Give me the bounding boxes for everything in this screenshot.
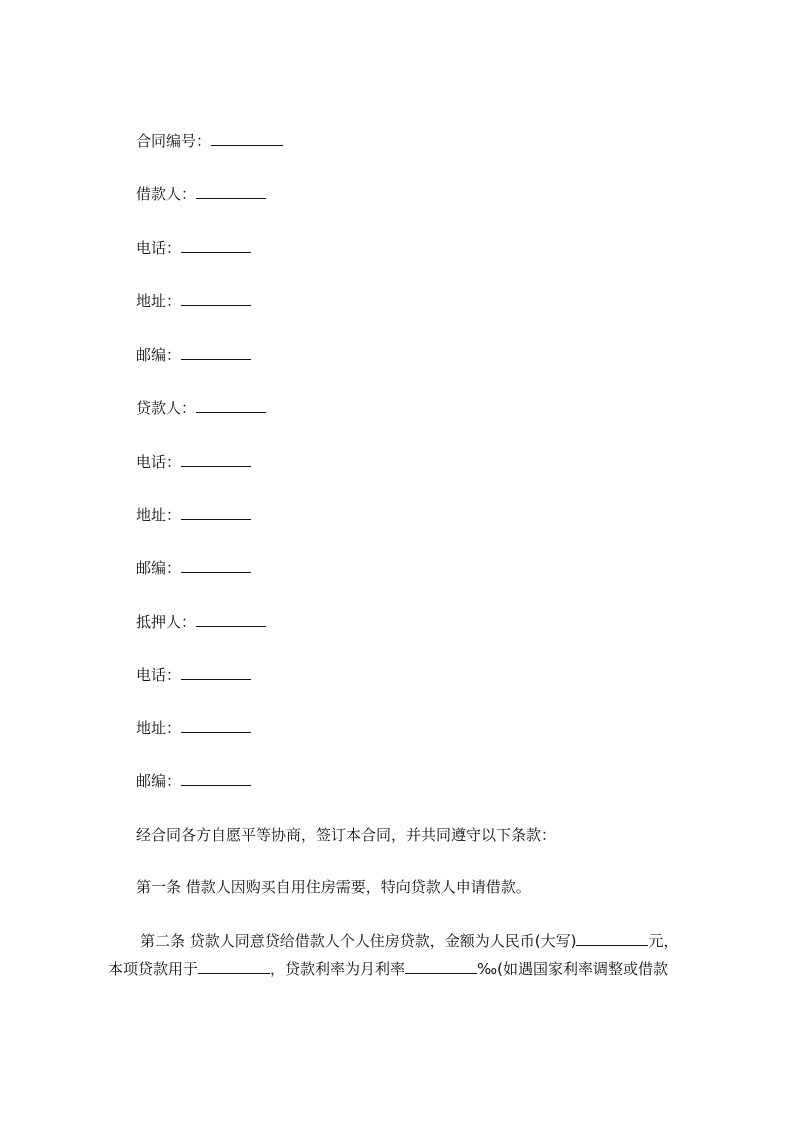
- borrower-postcode-label: 邮编：: [136, 346, 182, 364]
- article-1: 第一条 借款人因购买自用住房需要，特向贷款人申请借款。: [136, 878, 531, 896]
- mortgagor-postcode-label: 邮编：: [136, 772, 182, 790]
- lender-postcode-label: 邮编：: [136, 559, 182, 577]
- mortgagor-address-label: 地址：: [136, 719, 182, 737]
- lender-address-label: 地址：: [136, 506, 182, 524]
- monthly-rate-blank[interactable]: [405, 959, 477, 974]
- mortgagor-phone-label: 电话：: [136, 666, 182, 684]
- mortgagor-postcode-line: [136, 771, 251, 791]
- lender-address-blank[interactable]: [181, 505, 251, 520]
- lender-line: [136, 398, 266, 418]
- mortgagor-address-blank[interactable]: [181, 718, 251, 733]
- lender-phone-blank[interactable]: [181, 452, 251, 467]
- lender-phone-label: 电话：: [136, 453, 182, 471]
- preamble-paragraph: 经合同各方自愿平等协商，签订本合同，并共同遵守以下条款：: [136, 826, 557, 844]
- article-2-text-e: ‰(如遇国家利率调整或借款: [477, 960, 669, 978]
- article-2-text-a: 第二条 贷款人同意贷给借款人个人住房贷款，金额为人民币(大写): [140, 932, 577, 950]
- article-2-text-b: 元，: [648, 932, 679, 950]
- article-2-line-1: [140, 931, 679, 951]
- lender-postcode-blank[interactable]: [181, 558, 251, 573]
- lender-label: 贷款人：: [136, 399, 197, 417]
- borrower-postcode-blank[interactable]: [181, 345, 251, 360]
- lender-address-line: [136, 505, 251, 525]
- mortgagor-label: 抵押人：: [136, 613, 197, 631]
- mortgagor-line: [136, 612, 266, 632]
- borrower-phone-label: 电话：: [136, 239, 182, 257]
- contract-number-blank[interactable]: [211, 131, 283, 146]
- article-2-line-2: [108, 959, 668, 979]
- contract-number-line: [136, 131, 283, 151]
- mortgagor-blank[interactable]: [196, 612, 266, 627]
- borrower-address-blank[interactable]: [181, 291, 251, 306]
- borrower-phone-blank[interactable]: [181, 238, 251, 253]
- loan-purpose-blank[interactable]: [198, 959, 270, 974]
- contract-number-label: 合同编号：: [136, 132, 212, 150]
- lender-phone-line: [136, 452, 251, 472]
- lender-blank[interactable]: [196, 398, 266, 413]
- borrower-address-label: 地址：: [136, 292, 182, 310]
- borrower-address-line: [136, 291, 251, 311]
- borrower-postcode-line: [136, 345, 251, 365]
- mortgagor-address-line: [136, 718, 251, 738]
- mortgagor-phone-line: [136, 665, 251, 685]
- mortgagor-phone-blank[interactable]: [181, 665, 251, 680]
- lender-postcode-line: [136, 558, 251, 578]
- mortgagor-postcode-blank[interactable]: [181, 771, 251, 786]
- borrower-phone-line: [136, 238, 251, 258]
- borrower-label: 借款人：: [136, 185, 197, 203]
- borrower-blank[interactable]: [196, 184, 266, 199]
- borrower-line: [136, 184, 266, 204]
- article-2-text-d: ，贷款利率为月利率: [270, 960, 406, 978]
- article-2-text-c: 本项贷款用于: [108, 960, 199, 978]
- loan-amount-blank[interactable]: [576, 931, 648, 946]
